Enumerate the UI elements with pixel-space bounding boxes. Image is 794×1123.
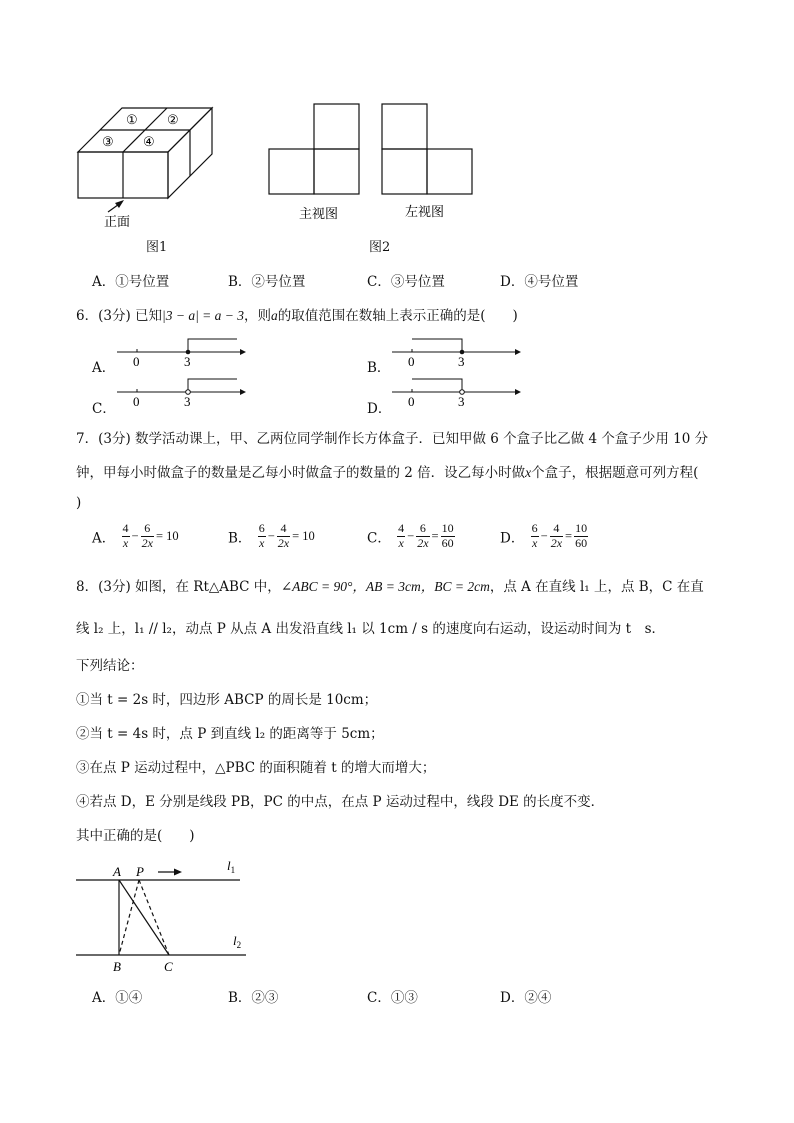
q6-number-line-a[interactable] (115, 334, 250, 370)
q8-conclusion-1: ①当 t = 2s 时，四边形 ABCP 的周长是 10cm； (76, 692, 378, 708)
option-text: ③号位置 (390, 274, 445, 290)
fraction: $\frac{6}{2x}$ (417, 521, 429, 550)
q5-option-a[interactable] (92, 270, 169, 290)
q6-var: a (271, 308, 278, 323)
fraction: $\frac{10}{60}$ (575, 521, 588, 550)
option-text: ④号位置 (524, 274, 579, 290)
q8-line-1 (76, 575, 704, 595)
q8-conclusion-4: ④若点 D，E 分别是线段 PB，PC 的中点，在点 P 运动过程中，线段 DE 的长度不变． (76, 794, 605, 810)
q8-option-c[interactable] (367, 986, 418, 1006)
q8-intro: 下列结论： (76, 658, 144, 674)
q6-option-b-letter[interactable]: B． (367, 360, 391, 376)
q8-line-2: 线 l₂ 上，l₁ // l₂，动点 P 从点 A 出发沿直线 l₁ 以 1cm / s 的速度向右运动，设运动时间为 t s． (76, 621, 665, 637)
q7-line-1: 7．(3分) 数学活动课上，甲、乙两位同学制作长方体盒子．已知甲做 6 个盒子比乙做 4 个盒子少用 10 分 (76, 431, 709, 447)
fraction: $\frac{4}{2x}$ (277, 521, 290, 550)
q6-suffix: 的取值范围在数轴上表示正确的是( ) (277, 308, 518, 324)
q7-option-c[interactable] (367, 522, 457, 551)
option-text: ①④ (115, 990, 143, 1006)
option-letter: A． (92, 990, 116, 1006)
point-P: P (136, 864, 144, 879)
fraction: $\frac{10}{60}$ (441, 521, 454, 550)
option-letter: D． (500, 990, 525, 1006)
tick-0: 0 (408, 394, 415, 409)
q6-number-line-b[interactable] (390, 334, 525, 370)
q5-option-c[interactable] (367, 270, 445, 290)
option-letter: B． (228, 274, 252, 290)
fig1-label-1: ① (126, 112, 138, 127)
q8-line1-a: 8．(3分) 如图，在 Rt△ABC 中， (76, 579, 281, 595)
q7-option-b[interactable] (228, 522, 315, 551)
fraction: $\frac{6}{2x}$ (141, 521, 153, 550)
tick-3: 3 (184, 394, 191, 409)
q6-option-c-letter[interactable]: C． (92, 401, 116, 417)
option-letter: B． (228, 530, 252, 547)
point-A: A (113, 864, 121, 879)
q7-option-d[interactable] (500, 522, 590, 551)
fraction: $\frac{6}{x}$ (531, 521, 538, 550)
q7-option-a[interactable] (92, 522, 179, 551)
fraction: $\frac{4}{x}$ (398, 521, 405, 550)
option-letter: A． (92, 530, 116, 547)
q8-ask: 其中正确的是( ) (76, 828, 195, 844)
q6-number-line-c[interactable] (115, 374, 250, 410)
fraction: $\frac{4}{2x}$ (550, 521, 563, 550)
q8-option-d[interactable] (500, 986, 551, 1006)
minus: − (267, 528, 275, 543)
fig1-label-3: ③ (102, 134, 114, 149)
q8-line1-math: ∠ABC = 90°，AB = 3cm，BC = 2cm (280, 579, 490, 594)
line-l2-label: $l_2$ (233, 933, 242, 950)
q8-figure (70, 855, 260, 975)
option-letter: C． (367, 274, 391, 290)
q7-line-2 (76, 461, 698, 481)
q7-line2-b: 个盒子，根据题意可列方程( (531, 465, 699, 481)
option-letter: C． (367, 530, 391, 547)
q5-option-b[interactable] (228, 270, 305, 290)
fig2-caption: 图2 (369, 240, 391, 255)
point-B: B (113, 959, 121, 974)
q7-var: x (525, 465, 532, 480)
q5-figure-1 (70, 100, 220, 235)
option-letter: C． (367, 990, 391, 1006)
point-C: C (164, 959, 173, 974)
tick-3: 3 (184, 354, 191, 369)
fraction: $\frac{4}{x}$ (122, 521, 129, 550)
tick-0: 0 (133, 394, 140, 409)
option-text: ①号位置 (115, 274, 170, 290)
q8-option-b[interactable] (228, 986, 278, 1006)
q5-figure-2 (262, 100, 477, 228)
tick-3: 3 (458, 394, 465, 409)
tick-0: 0 (133, 354, 140, 369)
q6-option-d-letter[interactable]: D． (367, 401, 392, 417)
line-l1-label: $l_1$ (227, 858, 236, 875)
minus: − (540, 528, 548, 543)
option-text: ①③ (390, 990, 418, 1006)
q7-line2-a: 钟，甲每小时做盒子的数量是乙每小时做盒子的数量的 2 倍．设乙每小时做 (76, 465, 526, 481)
rhs: = 10 (155, 528, 179, 543)
fig1-caption: 图1 (146, 240, 168, 255)
left-view-label: 左视图 (405, 204, 445, 219)
q6-stem (76, 304, 518, 324)
q6-condition: |3 − a| = a − 3 (162, 308, 245, 323)
option-text: ②③ (251, 990, 279, 1006)
option-letter: D． (500, 530, 525, 547)
rhs: = 10 (292, 528, 315, 543)
minus: − (131, 528, 139, 543)
option-letter: A． (92, 274, 116, 290)
front-view-label: 主视图 (299, 206, 339, 221)
q8-conclusion-2: ②当 t = 4s 时，点 P 到直线 l₂ 的距离等于 5cm； (76, 726, 384, 742)
equals: = (565, 528, 573, 543)
q7-line-3: ) (76, 495, 82, 511)
option-text: ②④ (524, 990, 552, 1006)
q5-option-d[interactable] (500, 270, 578, 290)
minus: − (407, 528, 415, 543)
q6-prefix: 6．(3分) 已知 (76, 308, 163, 324)
tick-0: 0 (408, 354, 415, 369)
option-text: ②号位置 (251, 274, 306, 290)
q8-conclusion-3: ③在点 P 运动过程中，△PBC 的面积随着 t 的增大而增大； (76, 760, 436, 776)
fig1-front-label: 正面 (104, 214, 131, 229)
tick-3: 3 (458, 354, 465, 369)
option-letter: D． (500, 274, 525, 290)
q6-mid: ，则 (244, 308, 272, 324)
q8-option-a[interactable] (92, 986, 142, 1006)
fraction: $\frac{6}{x}$ (258, 521, 265, 550)
equals: = (431, 528, 439, 543)
fig1-label-4: ④ (143, 134, 155, 149)
option-letter: B． (228, 990, 252, 1006)
fig1-label-2: ② (167, 112, 179, 127)
q6-option-a-letter[interactable]: A． (92, 360, 116, 376)
q8-line1-b: ，点 A 在直线 l₁ 上，点 B，C 在直 (489, 579, 704, 595)
q6-number-line-d[interactable] (390, 374, 525, 410)
